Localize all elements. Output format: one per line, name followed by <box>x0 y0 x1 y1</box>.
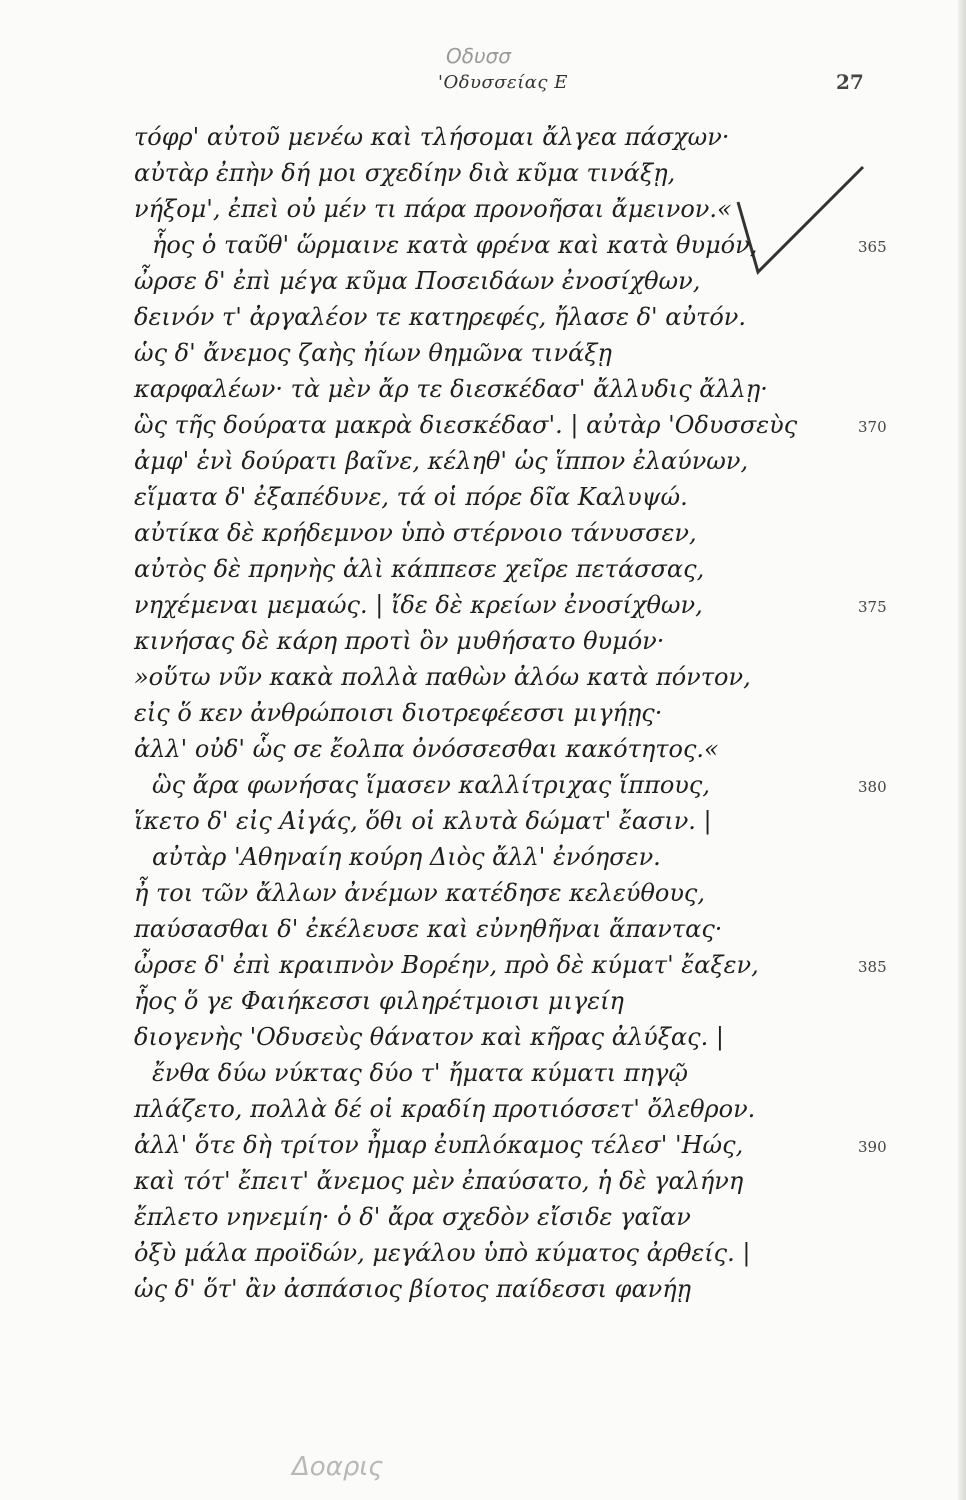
page-edge <box>958 0 966 1500</box>
verse-line: ἔπλετο νηνεμίη· ὁ δ' ἄρα σχεδὸν εἴσιδε γαῖαν <box>134 1203 691 1231</box>
line-number: 390 <box>858 1138 887 1156</box>
line-number: 365 <box>858 238 887 256</box>
verse-line: διογενὴς 'Οδυσεὺς θάνατον καὶ κῆρας ἀλύξας. | <box>134 1023 724 1051</box>
verse-line: δεινόν τ' ἀργαλέον τε κατηρεφές, ἤλασε δ' αὐτόν. <box>134 303 746 331</box>
verse-line: ἧος ὁ ταῦθ' ὥρμαινε κατὰ φρένα καὶ κατὰ θυμόν, <box>152 231 758 259</box>
verse-line: ὦρσε δ' ἐπὶ κραιπνὸν Βορέην, πρὸ δὲ κύματ' ἔαξεν, <box>134 951 759 979</box>
verse-line: »οὕτω νῦν κακὰ πολλὰ παθὼν ἀλόω κατὰ πόντον, <box>134 663 751 691</box>
verse-line: ὣς τῆς δούρατα μακρὰ διεσκέδασ'. | αὐτὰρ 'Οδυσσεὺς <box>134 411 798 439</box>
verse-line: αὐτὰρ 'Αθηναίη κούρη Διὸς ἄλλ' ἐνόησεν. <box>152 843 661 871</box>
verse-line: ὀξὺ μάλα προϊδών, μεγάλου ὑπὸ κύματος ἀρθείς. | <box>134 1239 751 1267</box>
handwritten-footer-note: Δοαρις <box>292 1452 384 1482</box>
verse-line: εἰς ὅ κεν ἀνθρώποισι διοτρεφέεσσι μιγήῃς· <box>134 699 663 727</box>
verse-line: ἀλλ' ὅτε δὴ τρίτον ἦμαρ ἐυπλόκαμος τέλεσ' 'Ηώς, <box>134 1131 744 1159</box>
line-number: 370 <box>858 418 887 436</box>
verse-line: ἀμφ' ἑνὶ δούρατι βαῖνε, κέληθ' ὡς ἵππον ἐλαύνων, <box>134 447 749 475</box>
verse-line: ἵκετο δ' εἰς Αἰγάς, ὅθι οἱ κλυτὰ δώματ' ἔασιν. | <box>134 807 712 835</box>
line-number: 380 <box>858 778 887 796</box>
verse-line: νήξομ', ἐπεὶ οὐ μέν τι πάρα προνοῆσαι ἄμεινον.« <box>134 195 732 223</box>
verse-line: αὐτὸς δὲ πρηνὴς ἁλὶ κάππεσε χεῖρε πετάσσας, <box>134 555 705 583</box>
page-number: 27 <box>836 70 864 94</box>
verse-line: ὦρσε δ' ἐπὶ μέγα κῦμα Ποσειδάων ἐνοσίχθων, <box>134 267 701 295</box>
verse-line: ἔνθα δύω νύκτας δύο τ' ἤματα κύματι πηγῷ <box>152 1059 688 1087</box>
verse-line: καὶ τότ' ἔπειτ' ἄνεμος μὲν ἐπαύσατο, ἡ δὲ γαλήνη <box>134 1167 744 1195</box>
verse-line: παύσασθαι δ' ἐκέλευσε καὶ εὐνηθῆναι ἅπαντας· <box>134 915 723 943</box>
verse-line: εἵματα δ' ἐξαπέδυνε, τά οἱ πόρε δῖα Καλυψώ. <box>134 483 688 511</box>
verse-line: ὡς δ' ἄνεμος ζαὴς ἠίων θημῶνα τινάξῃ <box>134 339 612 367</box>
running-header: 'Οδυσσείας Ε <box>438 72 568 93</box>
verse-line: αὐτὰρ ἐπὴν δή μοι σχεδίην διὰ κῦμα τινάξῃ, <box>134 159 676 187</box>
verse-line: ἧος ὅ γε Φαιήκεσσι φιληρέτμοισι μιγείη <box>134 987 624 1015</box>
verse-line: αὐτίκα δὲ κρήδεμνον ὑπὸ στέρνοιο τάνυσσεν, <box>134 519 697 547</box>
verse-line: τόφρ' αὐτοῦ μενέω καὶ τλήσομαι ἄλγεα πάσχων· <box>134 123 730 151</box>
verse-line: πλάζετο, πολλὰ δέ οἱ κραδίη προτιόσσετ' ὄλεθρον. <box>134 1095 756 1123</box>
line-number: 375 <box>858 598 887 616</box>
verse-line: ὣς ἄρα φωνήσας ἵμασεν καλλίτριχας ἵππους, <box>152 771 710 799</box>
verse-line: καρφαλέων· τὰ μὲν ἄρ τε διεσκέδασ' ἄλλυδις ἄλλῃ· <box>134 375 768 403</box>
handwritten-header-note: Οδυσσ <box>446 44 511 68</box>
verse-line: ἀλλ' οὐδ' ὧς σε ἔολπα ὀνόσσεσθαι κακότητος.« <box>134 735 719 763</box>
verse-line: ἦ τοι τῶν ἄλλων ἀνέμων κατέδησε κελεύθους, <box>134 879 705 907</box>
verse-line: νηχέμεναι μεμαώς. | ἴδε δὲ κρείων ἐνοσίχθων, <box>134 591 703 619</box>
line-number: 385 <box>858 958 887 976</box>
verse-line: κινήσας δὲ κάρη προτὶ ὃν μυθήσατο θυμόν· <box>134 627 665 655</box>
verse-line: ὡς δ' ὅτ' ἂν ἀσπάσιος βίοτος παίδεσσι φανήῃ <box>134 1275 691 1303</box>
